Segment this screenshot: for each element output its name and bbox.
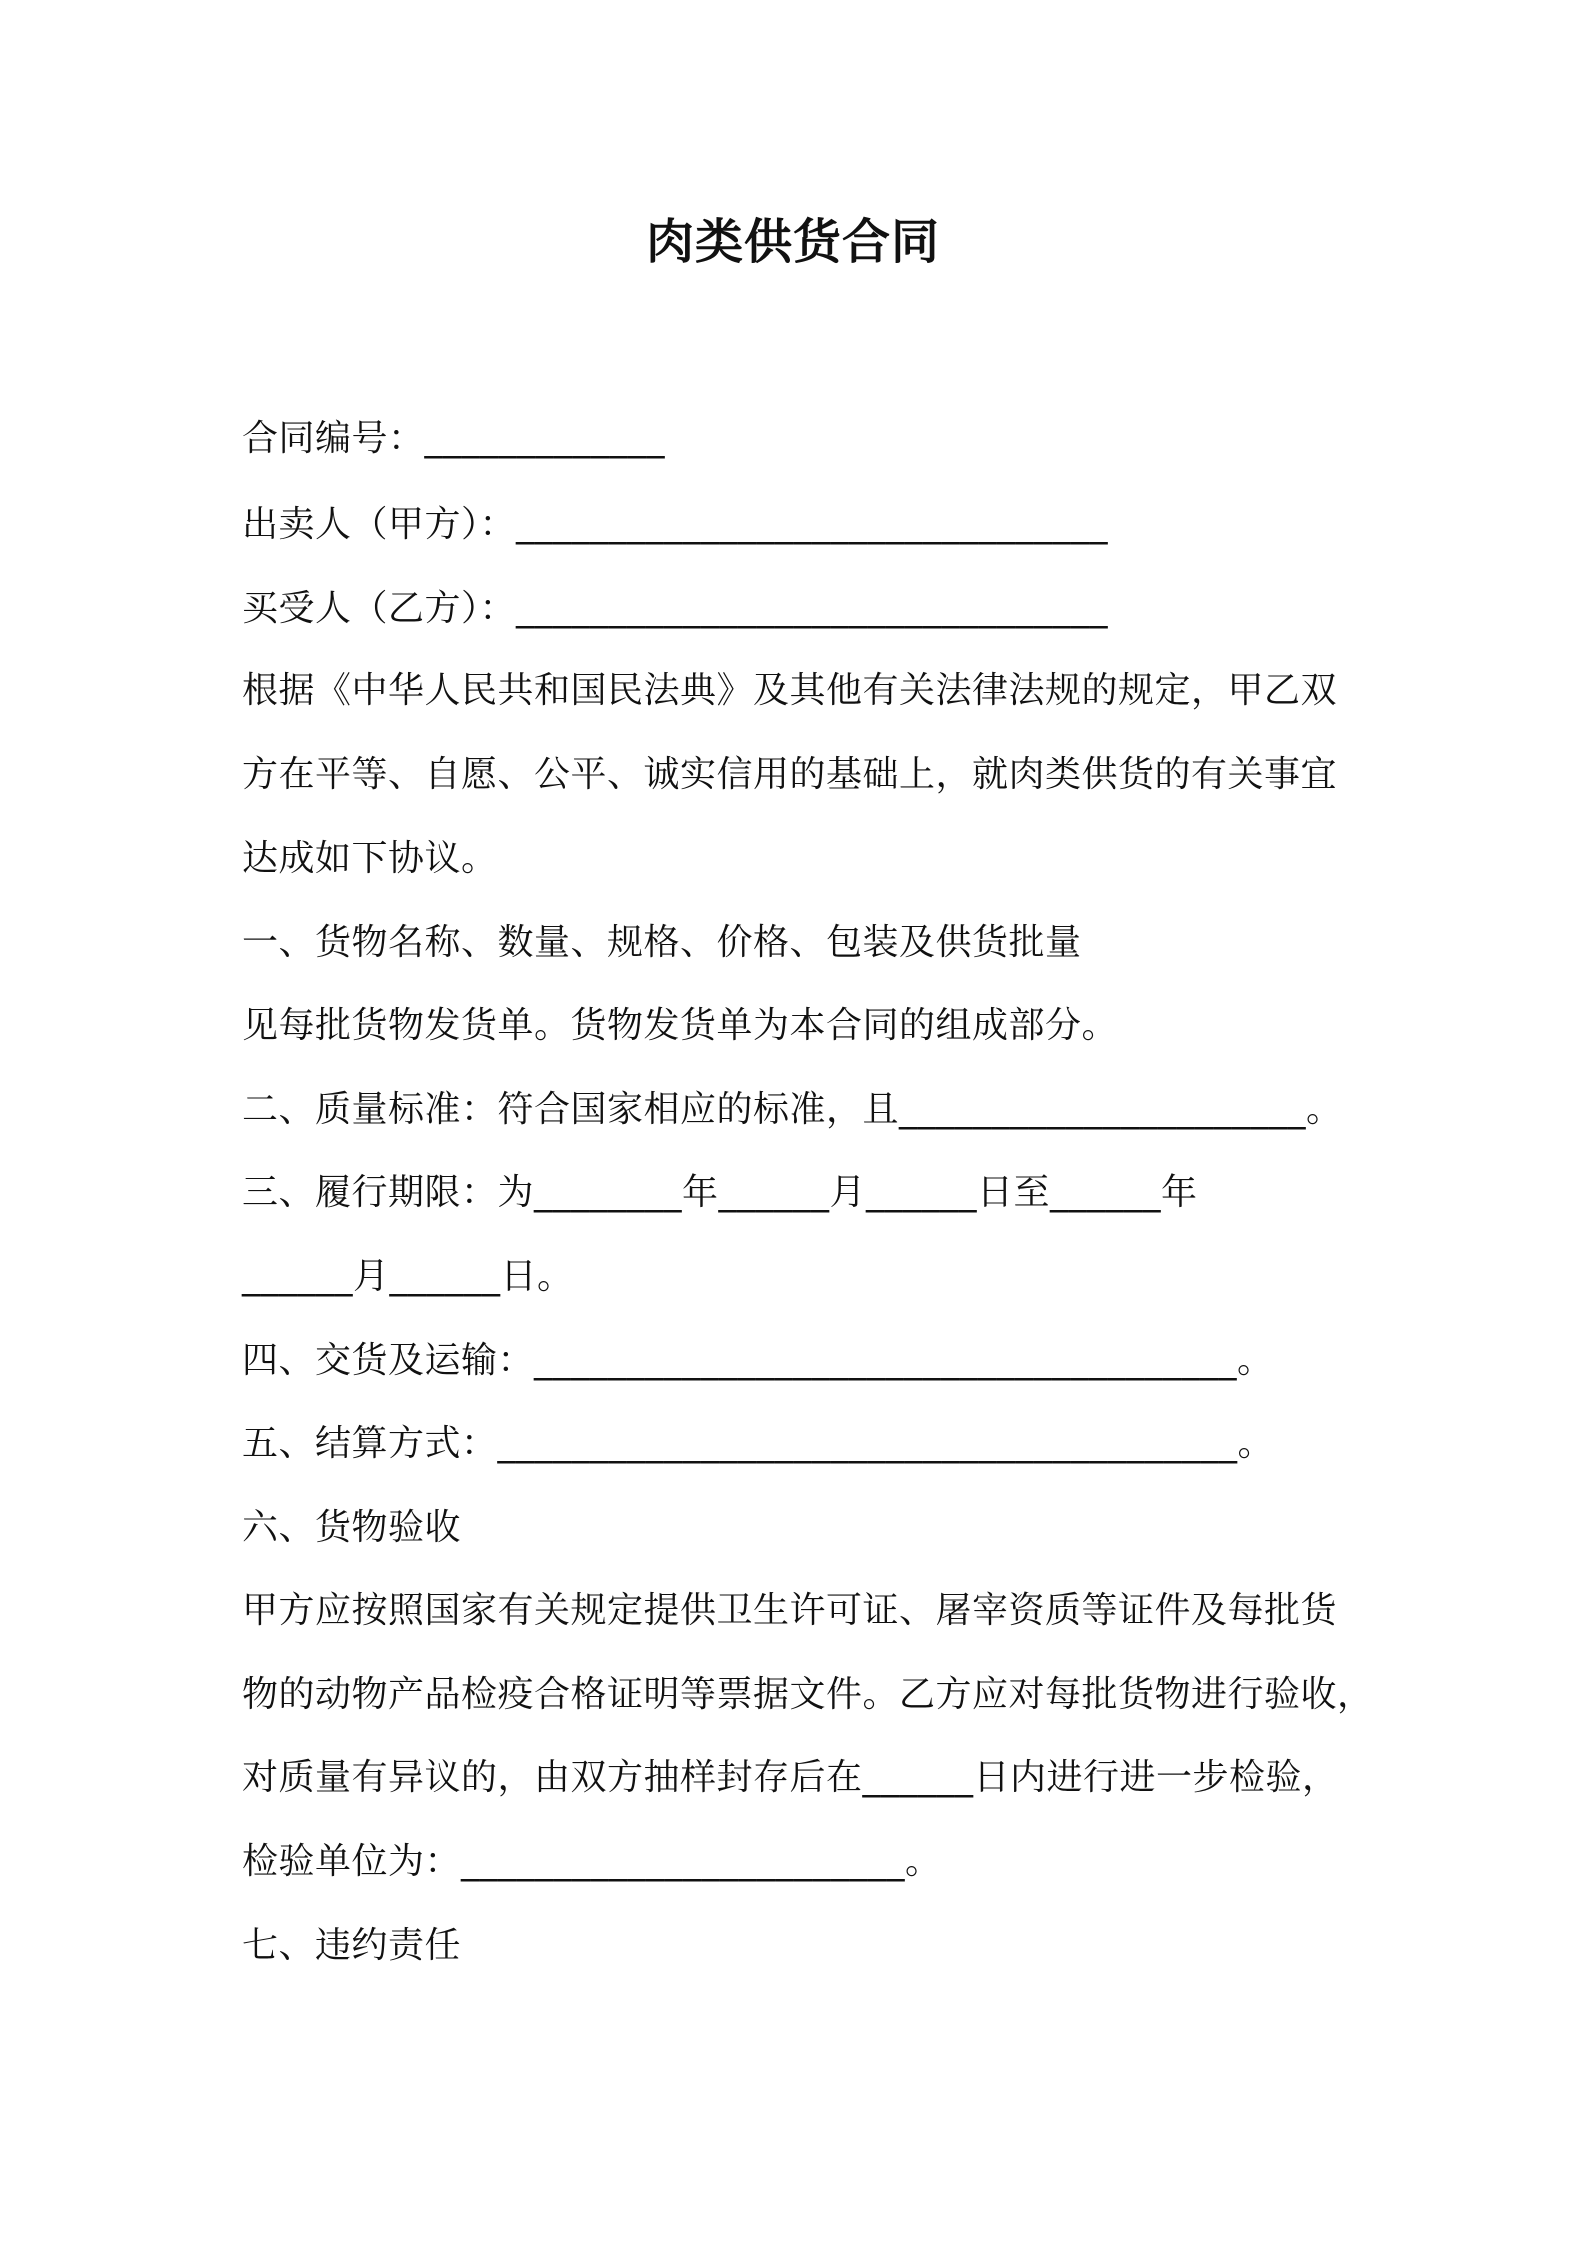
section-6-body-line-1: 甲方应按照国家有关规定提供卫生许可证、屠宰资质等证件及每批货 (242, 1590, 1338, 1631)
section-6-heading: 六、货物验收 (242, 1507, 462, 1548)
section-6-body-line-2: 物的动物产品检疫合格证明等票据文件。乙方应对每批货物进行验收， (242, 1674, 1374, 1715)
section-3-line-1: 三、履行期限：为________年______月______日至______年 (242, 1172, 1198, 1213)
preamble-line-2: 方在平等、自愿、公平、诚实信用的基础上，就肉类供货的有关事宜 (242, 754, 1338, 795)
section-2-line: 二、质量标准：符合国家相应的标准，且______________________。 (242, 1089, 1343, 1130)
section-4-line: 四、交货及运输：______________________________________。 (242, 1340, 1274, 1381)
section-1-heading: 一、货物名称、数量、规格、价格、包装及供货批量 (242, 922, 1082, 963)
section-7-heading: 七、违约责任 (242, 1925, 462, 1966)
buyer-line: 买受人（乙方）：________________________________ (242, 588, 1109, 629)
section-1-body: 见每批货物发货单。货物发货单为本合同的组成部分。 (242, 1005, 1119, 1046)
section-3-line-2: ______月______日。 (242, 1256, 574, 1297)
seller-line: 出卖人（甲方）：________________________________ (242, 504, 1109, 545)
section-6-body-line-4: 检验单位为：________________________。 (242, 1841, 942, 1882)
section-5-line: 五、结算方式：________________________________________。 (242, 1423, 1275, 1464)
section-6-body-line-3: 对质量有异议的，由双方抽样封存后在______日内进行进一步检验， (242, 1757, 1339, 1798)
contract-number-line: 合同编号：_____________ (242, 418, 666, 459)
preamble-line-3: 达成如下协议。 (242, 838, 498, 879)
contract-title: 肉类供货合同 (645, 214, 940, 270)
preamble-line-1: 根据《中华人民共和国民法典》及其他有关法律法规的规定，甲乙双 (242, 670, 1338, 711)
